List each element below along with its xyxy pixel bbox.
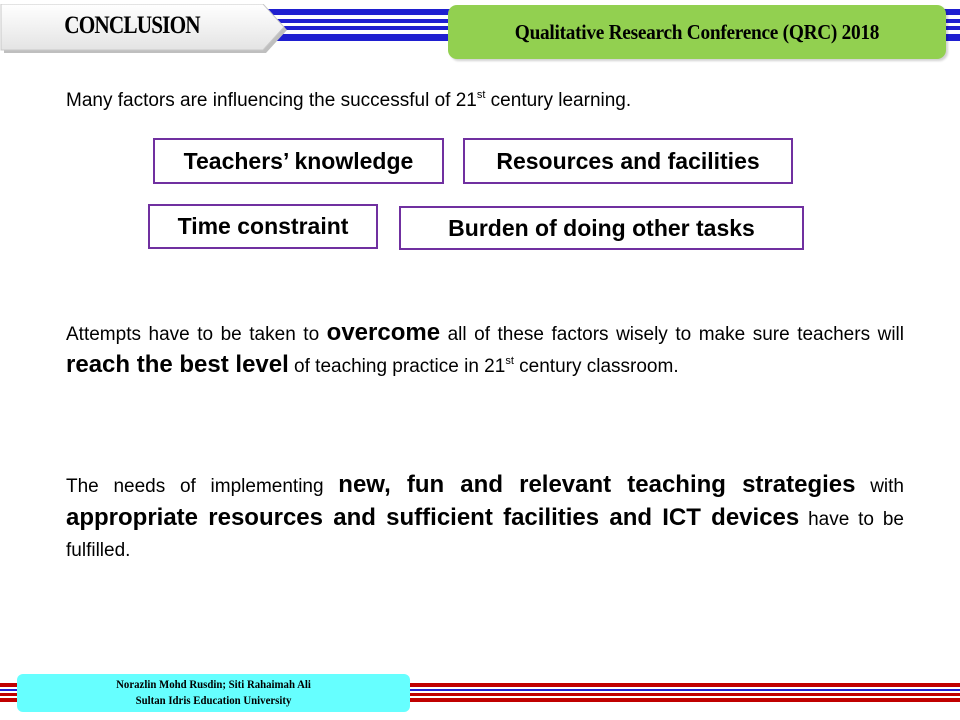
needs-text: The needs of implementing <box>66 476 339 497</box>
author-university: Sultan Idris Education University <box>135 693 292 707</box>
factor-box-time-constraint: Time constraint <box>148 204 378 249</box>
author-names: Norazlin Mohd Rusdin; Siti Rahaimah Ali <box>116 677 311 691</box>
factor-box-resources-and-facilities: Resources and facilities <box>463 138 793 184</box>
attempts-emphasis-overcome: overcome <box>326 319 441 346</box>
factor-box-burden-of-other-tasks: Burden of doing other tasks <box>399 206 804 250</box>
attempts-text: of teaching practice in 21 <box>288 356 506 377</box>
needs-paragraph <box>66 469 904 566</box>
intro-text-before: Many factors are influencing the successful of 21 <box>66 90 477 111</box>
author-banner <box>17 674 410 712</box>
intro-superscript: st <box>476 88 486 101</box>
intro-text <box>66 88 926 114</box>
attempts-text: century classroom. <box>513 356 679 377</box>
intro-text-after: century learning. <box>485 90 632 111</box>
needs-emphasis-strategies: new, fun and relevant teaching strategies <box>338 471 856 498</box>
factor-box-teachers-knowledge: Teachers’ knowledge <box>153 138 444 184</box>
needs-text: with <box>855 476 904 497</box>
attempts-text: all of these factors wisely to make sure teachers will <box>440 324 904 345</box>
attempts-paragraph <box>66 318 904 382</box>
conference-title: Qualitative Research Conference (QRC) 2018 <box>514 20 880 44</box>
section-title: CONCLUSION <box>64 12 200 39</box>
needs-text: have to be fulfilled. <box>66 509 904 561</box>
needs-emphasis-resources: appropriate resources and sufficient facilities and ICT devices <box>66 504 800 531</box>
attempts-text: Attempts have to be taken to <box>66 324 327 345</box>
section-title-tab <box>0 4 290 54</box>
conference-banner <box>448 5 946 59</box>
attempts-superscript: st <box>505 354 514 367</box>
attempts-emphasis-best-level: reach the best level <box>66 351 289 378</box>
